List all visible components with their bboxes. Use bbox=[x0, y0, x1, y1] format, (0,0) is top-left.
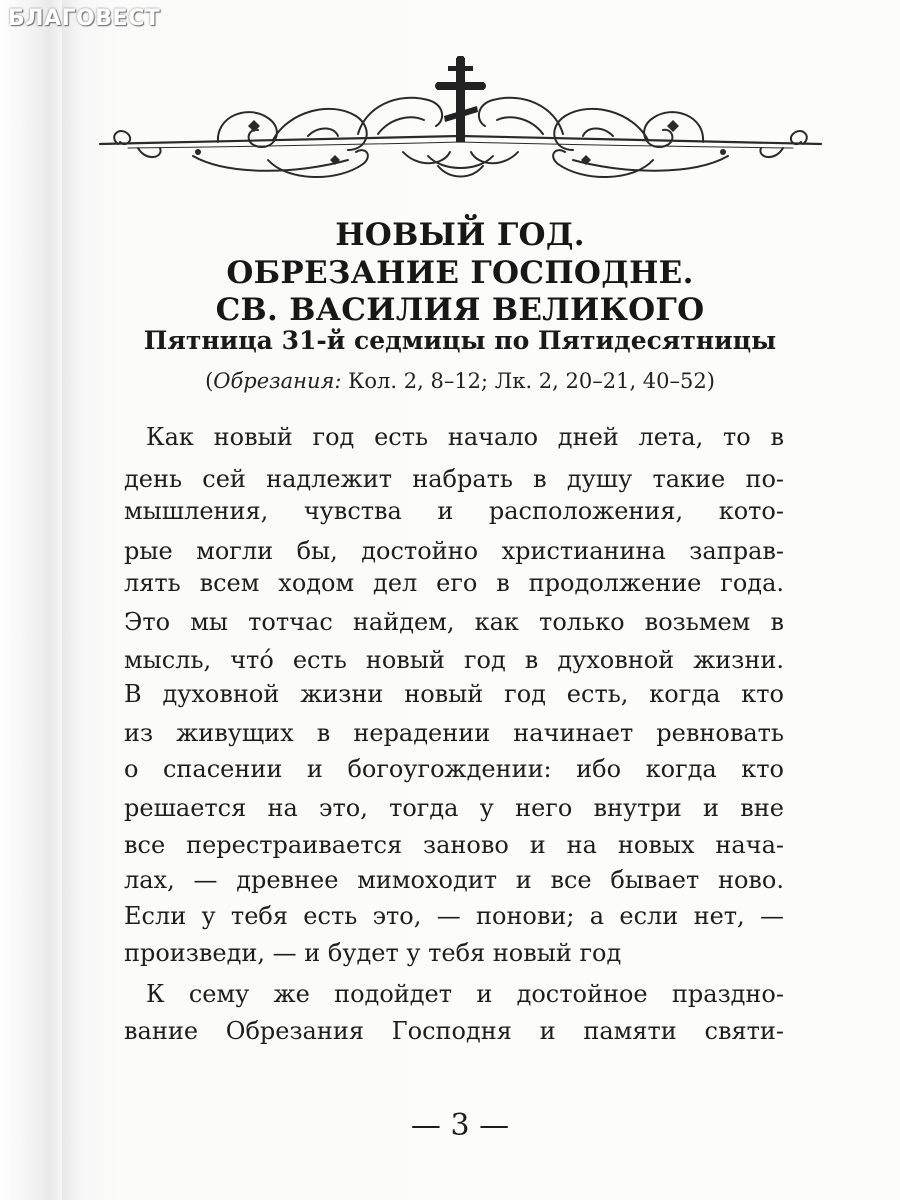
body-line: Это мы тотчас найдем, как только возьмем в bbox=[124, 608, 784, 636]
body-line: В духовной жизни новый год есть, когда кто bbox=[124, 680, 784, 708]
body-line: Если у тебя есть это, — понови; а если нет, — bbox=[124, 902, 784, 930]
body-line: мышления, чувства и расположения, кото- bbox=[124, 497, 784, 525]
heading-line-1: НОВЫЙ ГОД. bbox=[335, 217, 585, 253]
body-line: из живущих в нерадении начинает ревновать bbox=[124, 719, 784, 747]
body-line: вание Обрезания Господня и памяти святи- bbox=[124, 1017, 784, 1045]
cross-headpiece-ornament bbox=[98, 56, 823, 186]
watermark-logo: БЛАГОВЕСТ bbox=[8, 6, 161, 31]
scripture-reading bbox=[110, 366, 810, 396]
reading-references: Кол. 2, 8–12; Лк. 2, 20–21, 40–52) bbox=[341, 369, 715, 393]
reading-open-paren: ( bbox=[205, 369, 214, 393]
body-line: решается на это, тогда у него внутри и вне bbox=[124, 794, 784, 822]
heading-line-2: ОБРЕЗАНИЕ ГОСПОДНЕ. bbox=[226, 255, 694, 291]
body-line: произведи, — и будет у тебя новый год bbox=[124, 939, 622, 967]
body-line: Как новый год есть начало дней лета, то в bbox=[146, 423, 784, 451]
body-line: все перестраивается заново и на новых нача- bbox=[124, 831, 784, 859]
body-line: лять всем ходом дел его в продолжение года. bbox=[124, 569, 784, 597]
body-line: день сей надлежит набрать в душу такие по- bbox=[124, 465, 784, 493]
subtitle: Пятница 31-й седмицы по Пятидесятницы bbox=[143, 326, 777, 355]
body-line: мысль, что́ есть новый год в духовной жизни. bbox=[124, 646, 784, 674]
heading-line-3: СВ. ВАСИЛИЯ ВЕЛИКОГО bbox=[215, 292, 705, 328]
body-line: К сему же подойдет и достойное праздно- bbox=[146, 980, 784, 1008]
page-number: — 3 — bbox=[410, 1108, 510, 1143]
body-line: о спасении и богоугождении: ибо когда кто bbox=[124, 755, 784, 783]
body-line: лах, — древнее мимоходит и все бывает ново. bbox=[124, 866, 784, 894]
book-spine-edge bbox=[0, 0, 62, 1200]
reading-label: Обрезания: bbox=[213, 369, 342, 393]
body-line: рые могли бы, достойно христианина заправ- bbox=[124, 537, 784, 565]
